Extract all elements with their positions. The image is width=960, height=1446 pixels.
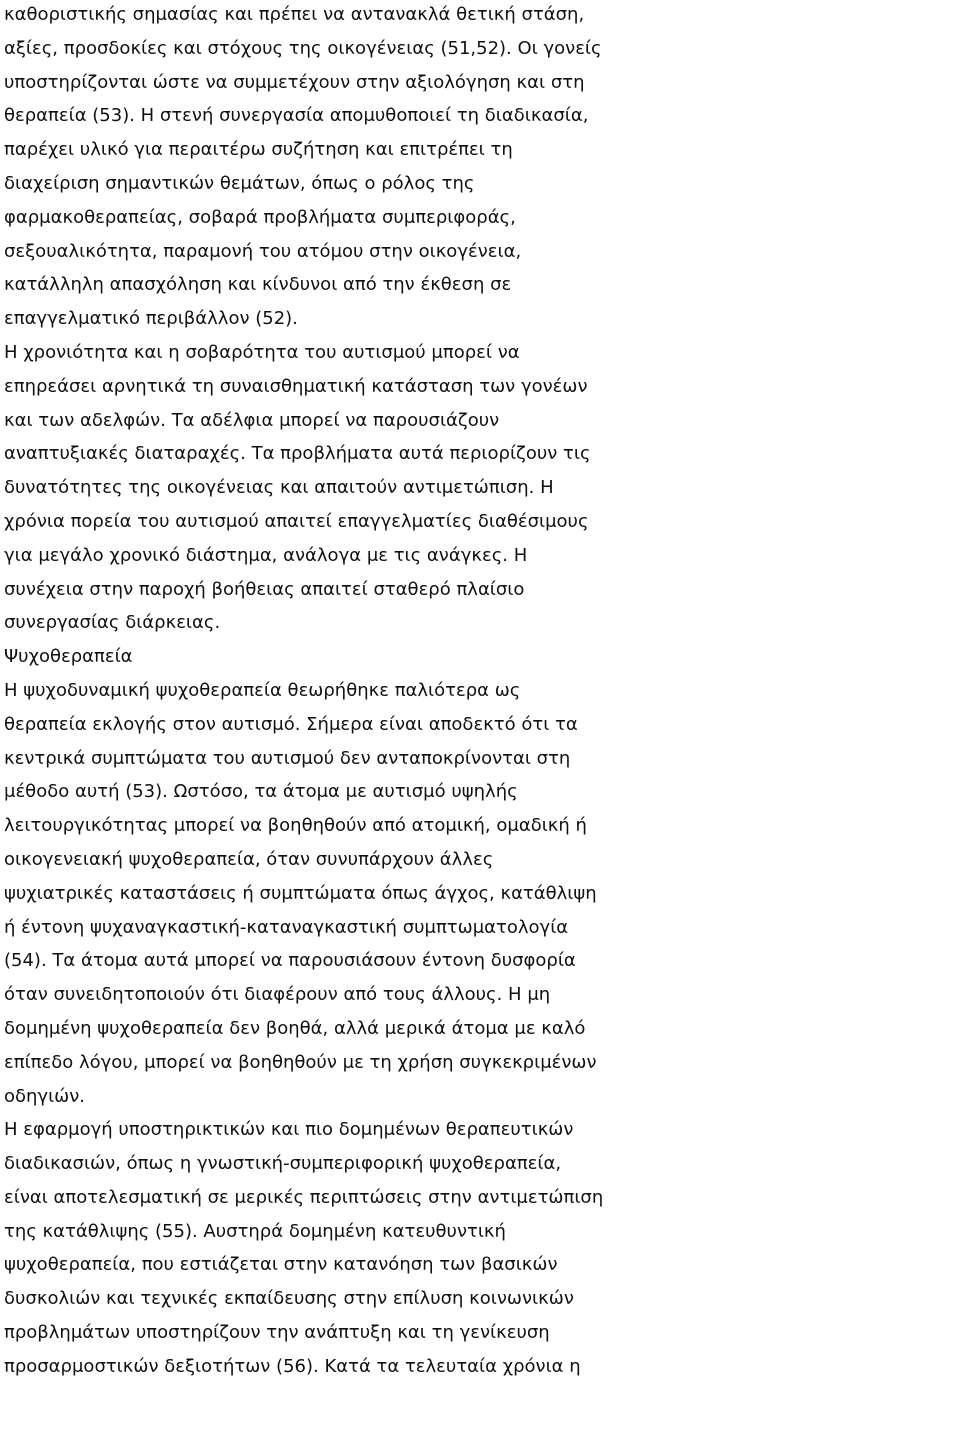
text-line: διαδικασιών, όπως η γνωστική-συμπεριφορική ψυχοθεραπεία, [4, 1153, 562, 1175]
text-line: προβλημάτων υποστηρίζουν την ανάπτυξη και τη γενίκευση [4, 1322, 550, 1344]
text-line: ή έντονη ψυχαναγκαστική-καταναγκαστική συμπτωματολογία [4, 916, 569, 938]
text-line: της κατάθλιψης (55). Αυστηρά δομημένη κατευθυντική [4, 1220, 506, 1242]
text-line: μέθοδο αυτή (53). Ωστόσο, τα άτομα με αυτισμό υψηλής [4, 781, 518, 803]
text-line: θεραπεία (53). Η στενή συνεργασία απομυθοποιεί τη διαδικασία, [4, 105, 589, 127]
text-line: αναπτυξιακές διαταραχές. Τα προβλήματα αυτά περιορίζουν τις [4, 443, 591, 465]
text-line: αξίες, προσδοκίες και στόχους της οικογένειας (51,52). Οι γονείς [4, 37, 602, 59]
text-line: σεξουαλικότητα, παραμονή του ατόμου στην οικογένεια, [4, 240, 522, 262]
text-line: είναι αποτελεσματική σε μερικές περιπτώσεις στην αντιμετώπιση [4, 1186, 604, 1208]
text-line: χρόνια πορεία του αυτισμού απαιτεί επαγγελματίες διαθέσιμους [4, 510, 589, 532]
text-line: θεραπεία εκλογής στον αυτισμό. Σήμερα είναι αποδεκτό ότι τα [4, 713, 578, 735]
text-line: δυνατότητες της οικογένειας και απαιτούν αντιμετώπιση. Η [4, 477, 554, 499]
text-line: όταν συνειδητοποιούν ότι διαφέρουν από τους άλλους. Η μη [4, 984, 551, 1006]
text-line: δομημένη ψυχοθεραπεία δεν βοηθά, αλλά μερικά άτομα με καλό [4, 1017, 586, 1039]
text-line: φαρμακοθεραπείας, σοβαρά προβλήματα συμπεριφοράς, [4, 206, 516, 228]
text-line: συνεργασίας διάρκειας. [4, 612, 221, 634]
text-line: προσαρμοστικών δεξιοτήτων (56). Κατά τα τελευταία χρόνια η [4, 1355, 581, 1377]
text-line: υποστηρίζονται ώστε να συμμετέχουν στην αξιολόγηση και στη [4, 71, 585, 93]
text-line: Η χρονιότητα και η σοβαρότητα του αυτισμού μπορεί να [4, 341, 520, 363]
text-line: παρέχει υλικό για περαιτέρω συζήτηση και επιτρέπει τη [4, 139, 513, 161]
text-line: δυσκολιών και τεχνικές εκπαίδευσης στην επίλυση κοινωνικών [4, 1288, 574, 1310]
text-line: επηρεάσει αρνητικά τη συναισθηματική κατάσταση των γονέων [4, 375, 588, 397]
text-line: (54). Τα άτομα αυτά μπορεί να παρουσιάσουν έντονη δυσφορία [4, 950, 576, 972]
section-heading: Ψυχοθεραπεία [4, 646, 133, 668]
text-line: Η εφαρμογή υποστηρικτικών και πιο δομημένων θεραπευτικών [4, 1119, 574, 1141]
text-line: λειτουργικότητας μπορεί να βοηθηθούν από ατομική, ομαδική ή [4, 815, 587, 837]
text-line: επαγγελματικό περιβάλλον (52). [4, 308, 298, 330]
text-line: οδηγιών. [4, 1085, 86, 1107]
text-line: οικογενειακή ψυχοθεραπεία, όταν συνυπάρχουν άλλες [4, 848, 494, 870]
text-line: ψυχοθεραπεία, που εστιάζεται στην κατανόηση των βασικών [4, 1254, 558, 1276]
text-line: ψυχιατρικές καταστάσεις ή συμπτώματα όπως άγχος, κατάθλιψη [4, 882, 597, 904]
text-line: καθοριστικής σημασίας και πρέπει να αντανακλά θετική στάση, [4, 4, 585, 25]
text-line: κατάλληλη απασχόληση και κίνδυνοι από την έκθεση σε [4, 274, 512, 296]
text-line: διαχείριση σημαντικών θεμάτων, όπως ο ρόλος της [4, 172, 475, 194]
text-line: συνέχεια στην παροχή βοήθειας απαιτεί σταθερό πλαίσιο [4, 578, 525, 600]
text-line: επίπεδο λόγου, μπορεί να βοηθηθούν με τη χρήση συγκεκριμένων [4, 1051, 597, 1073]
text-line: για μεγάλο χρονικό διάστημα, ανάλογα με τις ανάγκες. Η [4, 544, 528, 566]
text-line: κεντρικά συμπτώματα του αυτισμού δεν ανταποκρίνονται στη [4, 747, 571, 769]
text-line: και των αδελφών. Τα αδέλφια μπορεί να παρουσιάζουν [4, 409, 500, 431]
text-line: Η ψυχοδυναμική ψυχοθεραπεία θεωρήθηκε παλιότερα ως [4, 679, 521, 701]
